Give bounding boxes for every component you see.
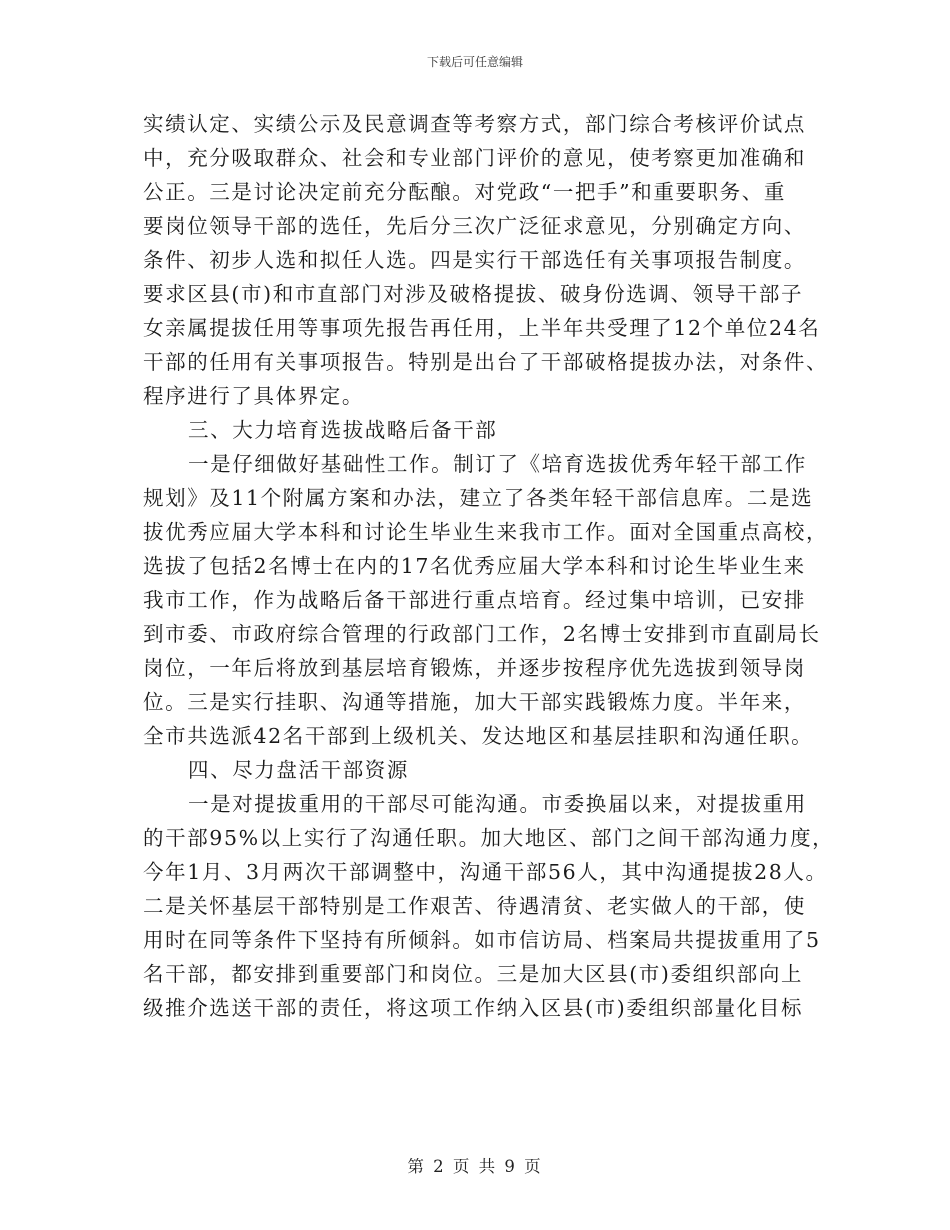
body-line: 的干部95%以上实行了沟通任职。加大地区、部门之间干部沟通力度， (143, 826, 835, 850)
section-heading: 三、大力培育选拔战略后备干部 (188, 418, 498, 442)
page-header: 下载后可任意编辑 (426, 55, 523, 69)
body-line: 位。三是实行挂职、沟通等措施，加大干部实践锻炼力度。半年来， (143, 690, 806, 714)
section-heading: 四、尽力盘活干部资源 (188, 758, 409, 782)
body-line: 程序进行了具体界定。 (143, 384, 364, 408)
body-line: 条件、初步人选和拟任人选。四是实行干部选任有关事项报告制度。 (143, 248, 806, 272)
body-line: 二是关怀基层干部特别是工作艰苦、待遇清贫、老实做人的干部，使 (143, 894, 806, 918)
body-line: 岗位，一年后将放到基层培育锻炼，并逐步按程序优先选拔到领导岗 (143, 656, 806, 680)
body-line: 到市委、市政府综合管理的行政部门工作，2名博士安排到市直副局长 (143, 622, 821, 646)
body-line: 中，充分吸取群众、社会和专业部门评价的意见，使考察更加准确和 (143, 146, 806, 170)
body-line: 名干部，都安排到重要部门和岗位。三是加大区县(市)委组织部向上 (143, 962, 804, 986)
body-line: 公正。三是讨论决定前充分酝酿。对党政“一把手”和重要职务、重 (143, 180, 786, 204)
page-footer: 第 2 页 共 9 页 (407, 1157, 543, 1176)
body-line: 要求区县(市)和市直部门对涉及破格提拔、破身份选调、领导干部子 (143, 282, 804, 306)
body-line: 级推介选送干部的责任，将这项工作纳入区县(市)委组织部量化目标 (143, 996, 804, 1020)
body-line: 今年1月、3月两次干部调整中，沟通干部56人，其中沟通提拔28人。 (143, 860, 828, 884)
body-line: 选拔了包括2名博士在内的17名优秀应届大学本科和讨论生毕业生来 (143, 554, 806, 578)
body-line: 拔优秀应届大学本科和讨论生毕业生来我市工作。面对全国重点高校， (143, 520, 829, 544)
body-line: 干部的任用有关事项报告。特别是出台了干部破格提拔办法，对条件、 (143, 350, 829, 374)
body-line: 规划》及11个附属方案和办法，建立了各类年轻干部信息库。二是选 (143, 486, 814, 510)
body-line: 一是仔细做好基础性工作。制订了《培育选拔优秀年轻干部工作 (188, 452, 807, 476)
body-line: 全市共选派42名干部到上级机关、发达地区和基层挂职和沟通任职。 (143, 724, 814, 748)
body-line: 实绩认定、实绩公示及民意调查等考察方式，部门综合考核评价试点 (143, 112, 806, 136)
body-line: 一是对提拔重用的干部尽可能沟通。市委换届以来，对提拔重用 (188, 792, 807, 816)
body-line: 要岗位领导干部的选任，先后分三次广泛征求意见，分别确定方向、 (143, 214, 806, 238)
body-line: 我市工作，作为战略后备干部进行重点培育。经过集中培训，已安排 (143, 588, 806, 612)
body-line: 用时在同等条件下坚持有所倾斜。如市信访局、档案局共提拔重用了5 (143, 928, 821, 952)
body-line: 女亲属提拔任用等事项先报告再任用，上半年共受理了12个单位24名 (143, 316, 821, 340)
